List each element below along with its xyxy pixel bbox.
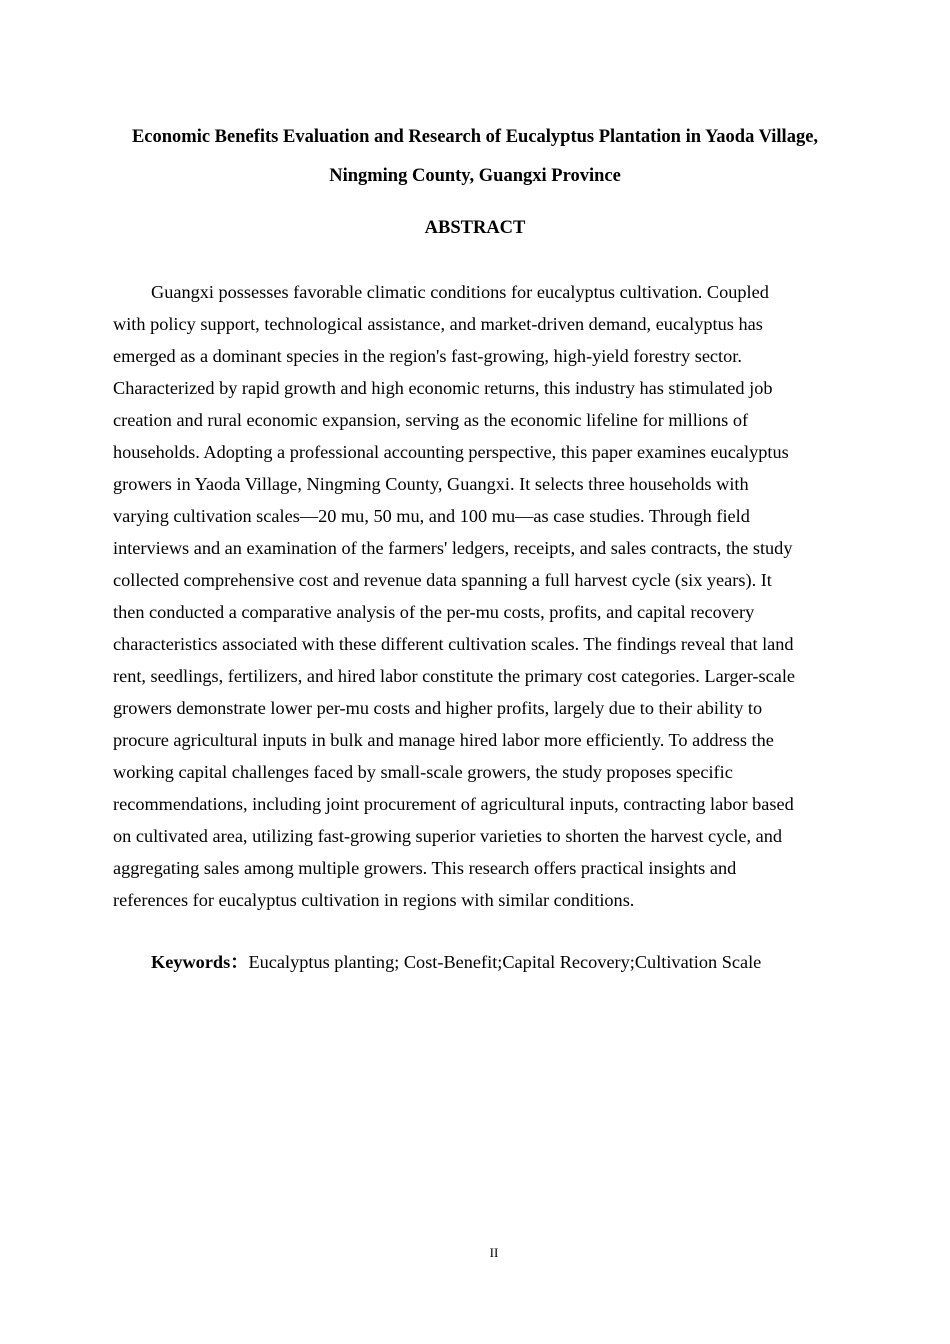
abstract-line: aggregating sales among multiple growers. This research offers practical insights and <box>113 858 737 878</box>
paper-title <box>100 118 850 196</box>
abstract-line: Characterized by rapid growth and high economic returns, this industry has stimulated job <box>113 378 773 398</box>
keywords-value: Eucalyptus planting; Cost-Benefit;Capital Recovery;Cultivation Scale <box>248 952 762 972</box>
abstract-line: growers demonstrate lower per-mu costs and higher profits, largely due to their ability to <box>113 698 763 718</box>
abstract-line: emerged as a dominant species in the region's fast-growing, high-yield forestry sector. <box>113 346 742 366</box>
abstract-body <box>113 276 850 916</box>
abstract-line: varying cultivation scales—20 mu, 50 mu, and 100 mu—as case studies. Through field <box>113 506 750 526</box>
abstract-line: characteristics associated with these different cultivation scales. The findings reveal that land <box>113 634 794 654</box>
abstract-line: creation and rural economic expansion, serving as the economic lifeline for millions of <box>113 410 749 430</box>
abstract-line: procure agricultural inputs in bulk and manage hired labor more efficiently. To address the <box>113 730 774 750</box>
abstract-line: on cultivated area, utilizing fast-growing superior varieties to shorten the harvest cycle, and <box>113 826 783 846</box>
paper-title-line-2: Ningming County, Guangxi Province <box>329 166 621 186</box>
abstract-line: working capital challenges faced by small-scale growers, the study proposes specific <box>113 762 733 782</box>
abstract-line: interviews and an examination of the farmers' ledgers, receipts, and sales contracts, the study <box>113 538 793 558</box>
abstract-line: Guangxi possesses favorable climatic conditions for eucalyptus cultivation. Coupled <box>151 282 769 302</box>
keywords-label: Keywords： <box>151 952 249 972</box>
abstract-line: rent, seedlings, fertilizers, and hired labor constitute the primary cost categories. Larger-scale <box>113 666 796 686</box>
abstract-line: recommendations, including joint procurement of agricultural inputs, contracting labor based <box>113 794 794 814</box>
abstract-line: growers in Yaoda Village, Ningming County, Guangxi. It selects three households with <box>113 474 749 494</box>
paper-title-line-1: Economic Benefits Evaluation and Research of Eucalyptus Plantation in Yaoda Village, <box>131 127 819 147</box>
abstract-line: with policy support, technological assistance, and market-driven demand, eucalyptus has <box>113 314 763 334</box>
abstract-line: references for eucalyptus cultivation in regions with similar conditions. <box>113 890 635 910</box>
keywords <box>151 946 851 978</box>
abstract-line: collected comprehensive cost and revenue data spanning a full harvest cycle (six years). It <box>113 570 772 590</box>
abstract-line: households. Adopting a professional accounting perspective, this paper examines eucalyptus <box>113 442 789 462</box>
page-number: II <box>489 1245 499 1260</box>
abstract-line: then conducted a comparative analysis of the per-mu costs, profits, and capital recovery <box>113 602 755 622</box>
abstract-heading: ABSTRACT <box>424 218 526 238</box>
